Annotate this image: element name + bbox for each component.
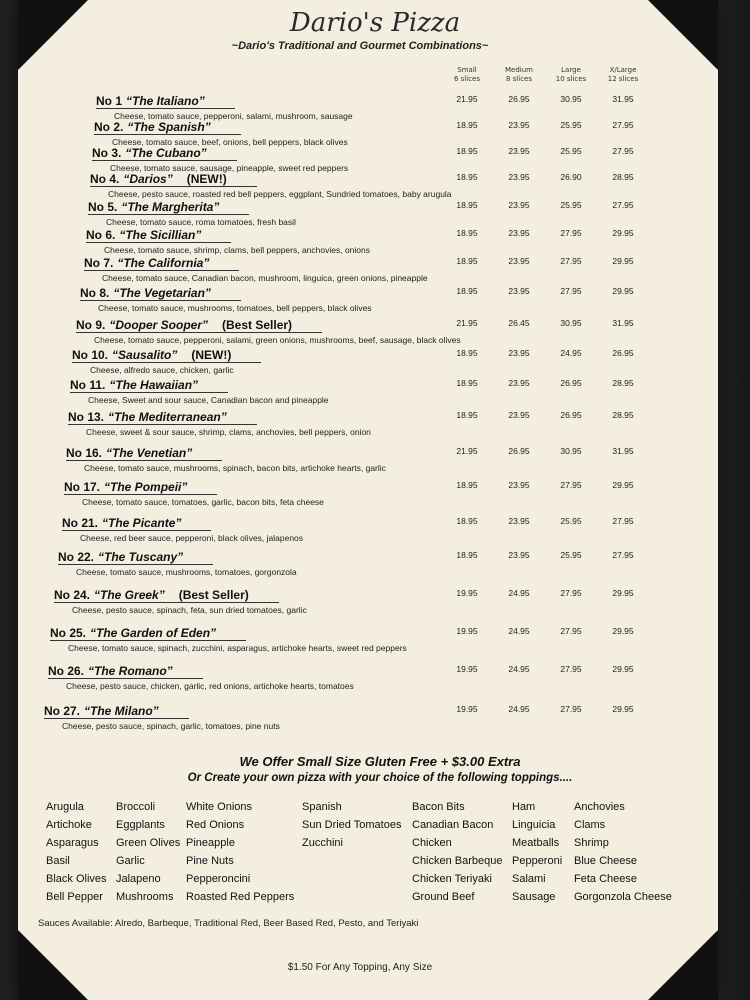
item-price: 29.95 — [612, 256, 634, 266]
item-number: No 6. — [86, 228, 116, 242]
item-title — [94, 120, 241, 135]
item-name: “Dooper Sooper” — [109, 318, 209, 332]
item-tag: (NEW!) — [191, 348, 232, 362]
toppings-column — [574, 798, 672, 906]
item-price: 27.95 — [612, 120, 634, 130]
item-price: 26.95 — [560, 410, 582, 420]
item-number: No 4. — [90, 172, 120, 186]
item-price: 18.95 — [456, 120, 478, 130]
item-title — [58, 550, 213, 565]
topping: Salami — [512, 873, 546, 885]
topping: Chicken Teriyaki — [412, 873, 492, 885]
item-price: 30.95 — [560, 318, 582, 328]
item-number: No 5. — [88, 200, 118, 214]
toppings-column — [46, 798, 107, 906]
item-price: 24.95 — [508, 704, 530, 714]
topping: Garlic — [116, 855, 145, 867]
size-slices: 6 slices — [453, 75, 481, 83]
item-description: Cheese, tomato sauce, pepperoni, salami, green onions, mushrooms, beef, sausage, black olives — [94, 335, 461, 345]
item-price: 23.95 — [508, 256, 530, 266]
item-price: 29.95 — [612, 228, 634, 238]
item-number: No 11. — [70, 378, 106, 392]
topping: Chicken Barbeque — [412, 855, 503, 867]
topping: Ham — [512, 801, 536, 813]
item-price: 28.95 — [612, 410, 634, 420]
menu-item — [96, 92, 353, 121]
item-name: “The Sicillian” — [119, 228, 202, 242]
item-price: 18.95 — [456, 146, 478, 156]
item-price: 18.95 — [456, 228, 478, 238]
item-price: 24.95 — [508, 626, 530, 636]
toppings-column — [302, 798, 401, 852]
item-price: 24.95 — [508, 588, 530, 598]
item-description: Cheese, tomato sauce, mushrooms, tomatoes, bell peppers, black olives — [98, 303, 372, 313]
menu-title: Dario's Pizza — [289, 8, 461, 38]
item-price: 23.95 — [508, 286, 530, 296]
topping: Canadian Bacon — [412, 819, 494, 831]
item-price: 27.95 — [560, 704, 582, 714]
menu-item — [94, 118, 348, 147]
size-slices: 12 slices — [607, 75, 639, 83]
topping: Linguicia — [512, 819, 556, 831]
item-price: 18.95 — [456, 348, 478, 358]
item-number: No 8. — [80, 286, 110, 300]
item-price: 25.95 — [560, 550, 582, 560]
item-name: “Sausalito” — [112, 348, 178, 362]
item-price: 29.95 — [612, 588, 634, 598]
item-price: 30.95 — [560, 446, 582, 456]
item-price: 23.95 — [508, 480, 530, 490]
item-tag: (NEW!) — [186, 172, 227, 186]
topping: Sausage — [512, 891, 556, 903]
item-title — [76, 318, 322, 333]
item-number: No 22. — [58, 550, 95, 564]
topping: Spanish — [302, 801, 342, 813]
item-description: Cheese, tomato sauce, shrimp, clams, bell peppers, anchovies, onions — [104, 245, 370, 255]
item-price: 19.95 — [456, 588, 478, 598]
item-price: 27.95 — [560, 480, 582, 490]
item-price: 26.95 — [612, 348, 634, 358]
item-title — [68, 410, 257, 425]
item-title — [92, 146, 237, 161]
topping: Bell Pepper — [46, 891, 103, 903]
topping: Black Olives — [46, 873, 107, 885]
item-price: 18.95 — [456, 286, 478, 296]
item-price: 23.95 — [508, 228, 530, 238]
item-price: 23.95 — [508, 378, 530, 388]
item-number: No 2. — [94, 120, 124, 134]
item-description: Cheese, pesto sauce, chicken, garlic, red onions, artichoke hearts, tomatoes — [66, 681, 354, 691]
topping: Ground Beef — [412, 891, 475, 903]
item-description: Cheese, tomato sauce, Canadian bacon, mushroom, linguica, green onions, pineapple — [102, 273, 428, 283]
item-price: 19.95 — [456, 704, 478, 714]
menu-item — [70, 376, 329, 405]
item-price: 29.95 — [612, 480, 634, 490]
item-price: 24.95 — [508, 664, 530, 674]
size-header — [598, 66, 648, 84]
topping: Jalapeno — [116, 873, 161, 885]
menu-item — [86, 226, 370, 255]
topping: Broccoli — [116, 801, 156, 813]
create-your-own-note: Or Create your own pizza with your choice of the following toppings.... — [187, 772, 573, 784]
item-price: 26.95 — [560, 378, 582, 388]
item-title — [50, 626, 246, 641]
item-title — [84, 256, 239, 271]
item-tag: (Best Seller) — [178, 588, 249, 602]
topping: Artichoke — [46, 819, 92, 831]
item-price: 27.95 — [612, 200, 634, 210]
gluten-free-note: We Offer Small Size Gluten Free + $3.00 Extra — [239, 754, 521, 769]
item-description: Cheese, sweet & sour sauce, shrimp, clams, anchovies, bell peppers, onion — [86, 427, 371, 437]
menu-item — [44, 702, 280, 731]
menu-item — [72, 346, 261, 375]
menu-item — [88, 198, 296, 227]
item-name: “The California” — [117, 256, 210, 270]
item-number: No 16. — [66, 446, 103, 460]
item-name: “The Pompeii” — [104, 480, 188, 494]
item-price: 23.95 — [508, 550, 530, 560]
topping: Pepperoncini — [186, 873, 251, 885]
item-title — [62, 516, 211, 531]
item-name: “The Milano” — [84, 704, 159, 718]
item-title — [70, 378, 228, 393]
topping: Blue Cheese — [574, 855, 637, 867]
menu-item — [58, 548, 297, 577]
item-name: “The Vegetarian” — [113, 286, 211, 300]
item-description: Cheese, tomato sauce, roma tomatoes, fresh basil — [106, 217, 296, 227]
size-name: Small — [457, 66, 477, 74]
item-description: Cheese, tomato sauce, tomatoes, garlic, bacon bits, feta cheese — [82, 497, 324, 507]
item-price: 23.95 — [508, 348, 530, 358]
item-description: Cheese, red beer sauce, pepperoni, black olives, jalapenos — [80, 533, 304, 543]
topping: Roasted Red Peppers — [186, 891, 295, 903]
topping: Chicken — [412, 837, 452, 849]
size-header — [546, 66, 596, 84]
size-slices: 10 slices — [555, 75, 587, 83]
topping: Asparagus — [46, 837, 99, 849]
item-price: 31.95 — [612, 94, 634, 104]
item-price: 18.95 — [456, 516, 478, 526]
item-price: 27.95 — [560, 256, 582, 266]
item-number: No 7. — [84, 256, 114, 270]
item-price: 26.90 — [560, 172, 582, 182]
item-price: 27.95 — [560, 228, 582, 238]
topping: Basil — [46, 855, 70, 867]
item-title — [64, 480, 217, 495]
topping: Arugula — [46, 801, 84, 813]
size-name: Large — [561, 66, 581, 74]
size-header — [442, 66, 492, 84]
item-price: 18.95 — [456, 550, 478, 560]
item-title — [72, 348, 261, 363]
menu-item — [66, 444, 386, 473]
item-name: “The Cubano” — [125, 146, 207, 160]
item-name: “The Italiano” — [126, 94, 205, 108]
item-price: 27.95 — [560, 588, 582, 598]
item-title — [54, 588, 279, 603]
item-number: No 17. — [64, 480, 101, 494]
item-title — [66, 446, 222, 461]
item-title — [86, 228, 231, 243]
topping: Zucchini — [302, 837, 343, 849]
item-name: “Darios” — [123, 172, 173, 186]
item-price: 23.95 — [508, 172, 530, 182]
topping: Bacon Bits — [412, 801, 465, 813]
item-price: 26.95 — [508, 94, 530, 104]
item-number: No 27. — [44, 704, 81, 718]
topping-price-note: $1.50 For Any Topping, Any Size — [287, 962, 433, 973]
item-price: 18.95 — [456, 378, 478, 388]
item-number: No 9. — [76, 318, 106, 332]
menu-item — [68, 408, 371, 437]
item-price: 28.95 — [612, 378, 634, 388]
item-description: Cheese, tomato sauce, sausage, pineapple, sweet red peppers — [110, 163, 349, 173]
item-price: 29.95 — [612, 664, 634, 674]
item-price: 18.95 — [456, 480, 478, 490]
item-price: 29.95 — [612, 626, 634, 636]
item-price: 27.95 — [612, 146, 634, 156]
menu-item — [62, 514, 303, 543]
menu-item — [84, 254, 428, 283]
item-price: 25.95 — [560, 200, 582, 210]
item-number: No 25. — [50, 626, 87, 640]
item-price: 27.95 — [612, 550, 634, 560]
menu-item — [92, 144, 348, 173]
item-price: 21.95 — [456, 94, 478, 104]
item-number: No 3. — [92, 146, 122, 160]
item-price: 25.95 — [560, 120, 582, 130]
item-title — [48, 664, 203, 679]
item-description: Cheese, alfredo sauce, chicken, garlic — [90, 365, 234, 375]
menu-subtitle: ~Dario's Traditional and Gourmet Combinations~ — [231, 40, 489, 52]
item-price: 21.95 — [456, 446, 478, 456]
toppings-column — [116, 798, 180, 906]
item-description: Cheese, tomato sauce, mushrooms, tomatoes, gorgonzola — [76, 567, 297, 577]
item-price: 26.45 — [508, 318, 530, 328]
item-price: 27.95 — [560, 626, 582, 636]
item-description: Cheese, tomato sauce, pepperoni, salami, mushroom, sausage — [114, 111, 353, 121]
topping: Pineapple — [186, 837, 235, 849]
topping: Green Olives — [116, 837, 181, 849]
item-tag: (Best Seller) — [222, 318, 293, 332]
item-description: Cheese, Sweet and sour sauce, Canadian bacon and pineapple — [88, 395, 329, 405]
item-price: 27.95 — [560, 286, 582, 296]
item-title — [90, 172, 257, 187]
item-price: 23.95 — [508, 120, 530, 130]
menu-item — [64, 478, 324, 507]
item-number: No 26. — [48, 664, 85, 678]
toppings-column — [186, 798, 294, 906]
topping: Shrimp — [574, 837, 609, 849]
menu-item — [76, 316, 461, 345]
item-name: “The Greek” — [94, 588, 165, 602]
item-description: Cheese, pesto sauce, spinach, feta, sun dried tomatoes, garlic — [72, 605, 307, 615]
item-price: 23.95 — [508, 146, 530, 156]
size-header — [494, 66, 544, 84]
item-description: Cheese, tomato sauce, mushrooms, spinach, bacon bits, artichoke hearts, garlic — [84, 463, 386, 473]
item-price: 23.95 — [508, 410, 530, 420]
topping: Gorgonzola Cheese — [574, 891, 672, 903]
item-price: 29.95 — [612, 704, 634, 714]
item-title — [44, 704, 189, 719]
topping: White Onions — [186, 801, 253, 813]
item-price: 23.95 — [508, 516, 530, 526]
item-price: 25.95 — [560, 146, 582, 156]
item-description: Cheese, tomato sauce, beef, onions, bell peppers, black olives — [112, 137, 348, 147]
item-price: 24.95 — [560, 348, 582, 358]
menu-item — [80, 284, 372, 313]
item-price: 18.95 — [456, 172, 478, 182]
item-price: 19.95 — [456, 626, 478, 636]
size-name: X/Large — [609, 66, 637, 74]
item-price: 27.95 — [560, 664, 582, 674]
item-description: Cheese, tomato sauce, spinach, zucchini, asparagus, artichoke hearts, sweet red peppers — [68, 643, 407, 653]
topping: Meatballs — [512, 837, 560, 849]
topping: Pepperoni — [512, 855, 563, 867]
item-description: Cheese, pesto sauce, roasted red bell peppers, eggplant, Sundried tomatoes, baby arugula — [108, 189, 452, 199]
topping: Mushrooms — [116, 891, 174, 903]
topping: Anchovies — [574, 801, 625, 813]
topping: Red Onions — [186, 819, 245, 831]
item-number: No 24. — [54, 588, 91, 602]
topping: Feta Cheese — [574, 873, 637, 885]
item-title — [80, 286, 241, 301]
item-price: 18.95 — [456, 200, 478, 210]
size-name: Medium — [505, 66, 533, 74]
item-title — [96, 94, 235, 109]
item-price: 27.95 — [612, 516, 634, 526]
menu-item — [54, 586, 307, 615]
item-price: 18.95 — [456, 410, 478, 420]
item-price: 21.95 — [456, 318, 478, 328]
item-name: “The Picante” — [102, 516, 182, 530]
item-number: No 21. — [62, 516, 99, 530]
item-price: 31.95 — [612, 318, 634, 328]
menu-item — [50, 624, 407, 653]
item-price: 19.95 — [456, 664, 478, 674]
item-name: “The Hawaiian” — [109, 378, 199, 392]
topping: Eggplants — [116, 819, 165, 831]
menu-item — [48, 662, 354, 691]
item-price: 30.95 — [560, 94, 582, 104]
item-price: 18.95 — [456, 256, 478, 266]
item-name: “The Tuscany” — [98, 550, 184, 564]
item-name: “The Garden of Eden” — [90, 626, 217, 640]
item-number: No 1 — [96, 94, 123, 108]
toppings-column — [512, 798, 562, 906]
size-slices: 8 slices — [505, 75, 533, 83]
topping: Clams — [574, 819, 606, 831]
topping: Pine Nuts — [186, 855, 234, 867]
item-name: “The Margherita” — [121, 200, 220, 214]
item-number: No 13. — [68, 410, 105, 424]
item-price: 26.95 — [508, 446, 530, 456]
item-price: 31.95 — [612, 446, 634, 456]
item-price: 25.95 — [560, 516, 582, 526]
item-number: No 10. — [72, 348, 109, 362]
item-description: Cheese, pesto sauce, spinach, garlic, tomatoes, pine nuts — [62, 721, 280, 731]
item-name: “The Venetian” — [106, 446, 193, 460]
item-price: 23.95 — [508, 200, 530, 210]
item-name: “The Mediterranean” — [108, 410, 227, 424]
item-price: 28.95 — [612, 172, 634, 182]
topping: Sun Dried Tomatoes — [302, 819, 402, 831]
toppings-column — [412, 798, 503, 906]
item-name: “The Spanish” — [127, 120, 211, 134]
sauces-note: Sauces Available: Alredo, Barbeque, Traditional Red, Beer Based Red, Pesto, and Teriyaki — [38, 918, 419, 929]
item-name: “The Romano” — [88, 664, 173, 678]
menu-item — [90, 170, 452, 199]
item-price: 29.95 — [612, 286, 634, 296]
item-title — [88, 200, 249, 215]
